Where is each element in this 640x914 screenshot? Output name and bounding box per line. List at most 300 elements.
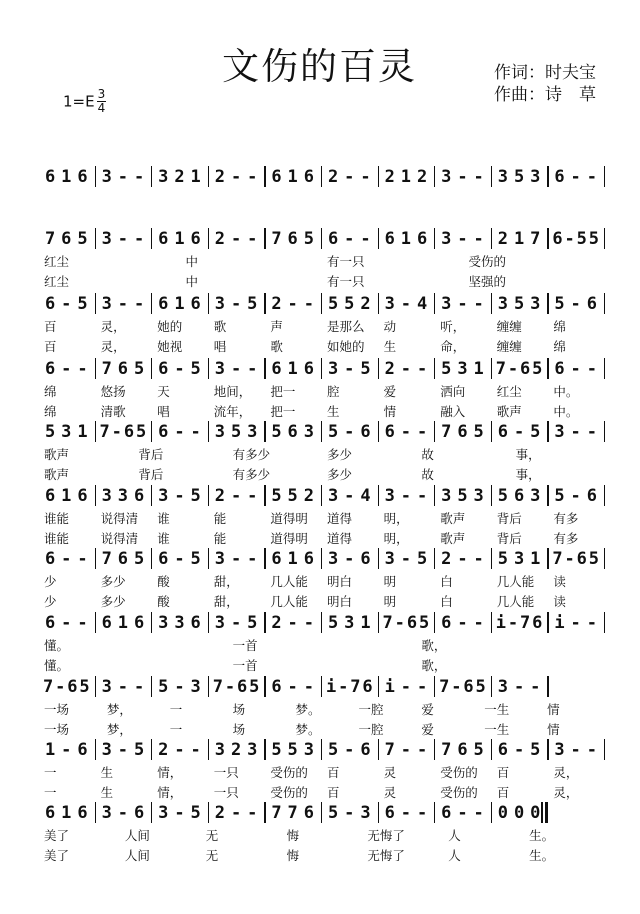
barline (434, 228, 435, 249)
lyric-word: 美了 (44, 848, 70, 863)
note: 5 (44, 422, 56, 442)
note: 2 (497, 229, 509, 249)
note: 2 (214, 486, 226, 506)
note: 6 (303, 549, 314, 569)
barline (321, 228, 322, 249)
note: 3 (174, 613, 185, 633)
lyric-word: 明， (383, 531, 409, 546)
note: 6 (457, 740, 468, 760)
barline (604, 612, 605, 633)
lyric-word: 如她的 (327, 339, 365, 354)
note: - (117, 677, 128, 697)
lyric-word: 生 (100, 765, 114, 780)
note: 2 (441, 549, 452, 569)
lyric-word: 人 (448, 828, 461, 843)
measure (325, 418, 374, 444)
barline (208, 166, 209, 187)
measure (382, 418, 431, 444)
note: 5 (303, 229, 314, 249)
measure (495, 736, 544, 762)
measure (495, 545, 544, 571)
lyric-word: 一首 (232, 638, 258, 653)
note: 3 (497, 167, 509, 187)
note: - (287, 294, 298, 314)
note: 3 (61, 422, 72, 442)
lyric-word: 悔 (286, 828, 300, 843)
note: 5 (230, 422, 242, 442)
note: - (570, 422, 581, 442)
note: 1 (287, 359, 298, 379)
note: 6 (586, 294, 597, 314)
note: - (344, 803, 355, 823)
note: - (77, 549, 88, 569)
note: 6 (287, 422, 298, 442)
note: 6 (123, 422, 135, 442)
barline (604, 228, 605, 249)
note: 5 (344, 294, 355, 314)
measure (438, 290, 487, 316)
barline (151, 228, 152, 249)
lyric-word: 坚强的 (468, 274, 507, 289)
lyric-word: 能 (213, 531, 227, 546)
lyric-word: 缠缠 (496, 339, 522, 354)
barline (264, 548, 265, 569)
note: 6 (457, 422, 468, 442)
note: 6 (360, 422, 371, 442)
lyric-word: 情 (547, 702, 560, 717)
lyric-word: 美了 (44, 828, 70, 843)
measure (551, 609, 600, 635)
barline (95, 228, 96, 249)
measure (325, 482, 374, 508)
note: - (61, 359, 72, 379)
note: i (554, 613, 565, 633)
note: 7 (101, 359, 112, 379)
note: - (564, 229, 575, 249)
note: 3 (214, 549, 226, 569)
lyric-word: 歌， (421, 658, 447, 673)
lyric-word: 酸 (157, 594, 170, 609)
score-system (38, 225, 604, 251)
note: 5 (133, 740, 145, 760)
note: 3 (158, 803, 169, 823)
note: 5 (513, 167, 525, 187)
barline (434, 739, 435, 760)
note: 1 (360, 613, 371, 633)
note: - (507, 359, 519, 379)
lyric-word: 梦， (106, 722, 132, 737)
note: 6 (303, 359, 314, 379)
note: - (117, 740, 128, 760)
lyric-word: 听， (440, 319, 466, 334)
lyric-word: 有一只 (327, 254, 365, 269)
barline (208, 485, 209, 506)
lyric-word: 灵， (100, 339, 126, 354)
barline (378, 228, 379, 249)
barline (434, 548, 435, 569)
lyric-word: 道得明 (270, 531, 308, 546)
barline (378, 421, 379, 442)
score-system (38, 290, 604, 316)
measure (268, 482, 317, 508)
lyric-word: 一 (169, 722, 183, 737)
note: 7 (441, 740, 452, 760)
lyric-word: 一首 (232, 658, 258, 673)
lyric-word: 谁 (157, 511, 170, 526)
lyric-word: 明 (383, 594, 397, 609)
barline (321, 548, 322, 569)
note: 7 (552, 549, 563, 569)
measure (42, 799, 91, 825)
measure (438, 673, 487, 699)
barline (95, 421, 96, 442)
lyric-word: 一 (44, 765, 57, 780)
lyric-word: 背后 (496, 511, 522, 526)
note: 6 (77, 740, 88, 760)
measure (155, 355, 204, 381)
note: 6 (441, 803, 452, 823)
note: 3 (497, 677, 509, 697)
note: - (473, 613, 484, 633)
note: 4 (416, 294, 428, 314)
note: 5 (513, 294, 525, 314)
lyric-word: 道得 (327, 531, 353, 546)
note: - (230, 803, 242, 823)
note: 5 (475, 677, 486, 697)
barline (151, 676, 152, 697)
lyric-word: 事， (515, 467, 541, 482)
note: 3 (101, 229, 112, 249)
note: 3 (554, 740, 565, 760)
lyric-word: 流年， (213, 404, 252, 419)
lyric-word: 歌， (421, 638, 447, 653)
measure (325, 545, 374, 571)
note: - (230, 167, 242, 187)
measure (99, 545, 148, 571)
measure (325, 736, 374, 762)
lyric-word: 明， (383, 511, 409, 526)
barline (264, 612, 265, 633)
note: 3 (214, 359, 226, 379)
note: 3 (101, 803, 112, 823)
note: 5 (271, 740, 282, 760)
note: 1 (117, 613, 128, 633)
note: - (416, 422, 428, 442)
key-label: 1=E (63, 92, 95, 111)
note: 7 (520, 613, 531, 633)
lyricist-credit: 作词：时夫宝 (494, 63, 596, 83)
note: 5 (497, 549, 509, 569)
lyric-word: 场 (232, 702, 246, 717)
measure (155, 163, 204, 189)
lyric-word: 百 (496, 785, 510, 800)
lyric-word: 一场 (44, 702, 70, 717)
lyric-word: 明 (383, 574, 397, 589)
lyric-word: 情 (547, 722, 560, 737)
note: 6 (271, 359, 282, 379)
note: 6 (384, 422, 395, 442)
note: 5 (588, 229, 599, 249)
barline (264, 739, 265, 760)
score-system (38, 799, 604, 825)
note: 5 (271, 486, 282, 506)
barline (547, 358, 548, 379)
note: - (570, 167, 581, 187)
measure (99, 609, 148, 635)
lyric-line (38, 702, 604, 718)
lyric-word: 谁 (157, 531, 170, 546)
note: 7 (384, 740, 395, 760)
lyric-word: 悠扬 (100, 384, 126, 399)
note: 5 (190, 486, 201, 506)
barline (264, 358, 265, 379)
note: 5 (441, 359, 452, 379)
measure (212, 736, 261, 762)
note: 6 (406, 613, 418, 633)
note: 1 (174, 294, 185, 314)
note: 5 (327, 740, 339, 760)
note: 1 (473, 359, 484, 379)
note: 5 (530, 740, 541, 760)
barline (547, 548, 548, 569)
note: - (303, 677, 314, 697)
score-system (38, 545, 604, 571)
note: 3 (247, 422, 258, 442)
note: - (400, 486, 411, 506)
measure (382, 799, 431, 825)
measure (325, 163, 374, 189)
note: 5 (530, 422, 541, 442)
barline (208, 228, 209, 249)
note: 5 (457, 486, 468, 506)
measure (382, 482, 431, 508)
barline (604, 166, 605, 187)
note: 3 (530, 486, 541, 506)
note: 2 (360, 294, 371, 314)
barline (547, 166, 548, 187)
note: 5 (247, 613, 258, 633)
lyric-word: 无悔了 (367, 848, 405, 863)
measure (99, 482, 148, 508)
barline (321, 676, 322, 697)
note: 6 (44, 549, 56, 569)
composer-credit: 作曲：诗 草 (494, 85, 596, 105)
note: 3 (384, 549, 395, 569)
note: 6 (360, 549, 371, 569)
note: - (224, 677, 236, 697)
barline (434, 676, 435, 697)
note: - (400, 740, 411, 760)
note: - (473, 167, 484, 187)
note: - (247, 549, 258, 569)
measure (42, 163, 91, 189)
note: - (400, 422, 411, 442)
lyric-word: 白 (440, 574, 453, 589)
lyric-line (38, 467, 604, 483)
note: 7 (101, 549, 112, 569)
measure (155, 482, 204, 508)
measure (438, 609, 487, 635)
measure (268, 673, 317, 699)
barline (604, 739, 605, 760)
lyric-word: 背后 (138, 447, 164, 462)
barline (321, 293, 322, 314)
note: 5 (271, 422, 282, 442)
note: 6 (44, 294, 56, 314)
note: - (457, 803, 468, 823)
note: 5 (532, 359, 543, 379)
note: - (400, 677, 411, 697)
barline (378, 166, 379, 187)
note: - (416, 740, 428, 760)
lyric-word: 灵 (383, 785, 397, 800)
lyric-word: 绵 (553, 339, 566, 354)
note: 5 (554, 294, 565, 314)
lyric-word: 生 (100, 785, 114, 800)
barline (547, 485, 548, 506)
lyric-word: 百 (44, 319, 57, 334)
score-system (38, 418, 604, 444)
barline (491, 485, 492, 506)
lyric-word: 一只 (213, 785, 239, 800)
lyric-word: 梦。 (295, 722, 321, 737)
note: - (344, 740, 355, 760)
barline (95, 166, 96, 187)
barline (95, 293, 96, 314)
barline (378, 802, 379, 823)
note: 3 (327, 359, 339, 379)
lyric-word: 谁能 (44, 511, 70, 526)
note: 3 (360, 803, 371, 823)
lyric-word: 灵， (100, 319, 126, 334)
lyric-word: 中。 (553, 384, 579, 399)
measure (268, 163, 317, 189)
barline (208, 358, 209, 379)
barline (604, 358, 605, 379)
note: - (55, 677, 66, 697)
note: - (344, 422, 355, 442)
lyric-word: 灵， (553, 785, 579, 800)
measure (438, 482, 487, 508)
lyric-word: 爱 (383, 384, 397, 399)
note: 4 (360, 486, 371, 506)
measure (438, 736, 487, 762)
measure (268, 609, 317, 635)
lyric-word: 洒向 (440, 384, 466, 399)
note: 3 (190, 677, 201, 697)
barline (604, 421, 605, 442)
note: 7 (212, 677, 223, 697)
lyric-word: 甜， (213, 574, 239, 589)
barline (434, 166, 435, 187)
barline (95, 802, 96, 823)
lyric-word: 多少 (100, 594, 126, 609)
lyric-word: 酸 (157, 574, 170, 589)
measure (212, 418, 261, 444)
note: 5 (77, 294, 88, 314)
measure (382, 673, 431, 699)
note: 7 (441, 422, 452, 442)
note: 1 (61, 803, 72, 823)
lyric-word: 背后 (138, 467, 164, 482)
note: - (174, 359, 185, 379)
note: 3 (101, 677, 112, 697)
song-title: 文伤的百灵 (222, 45, 417, 88)
measure (382, 545, 431, 571)
note: 6 (271, 167, 282, 187)
lyric-word: 中。 (553, 404, 579, 419)
measure (438, 163, 487, 189)
lyric-word: 受伤的 (440, 785, 478, 800)
lyric-word: 爱 (421, 722, 434, 737)
barline (545, 802, 548, 823)
note: - (473, 294, 484, 314)
measure (495, 163, 544, 189)
barline (264, 293, 265, 314)
note: - (344, 229, 355, 249)
note: 5 (190, 359, 201, 379)
lyric-word: 故 (421, 447, 434, 462)
note: 2 (271, 294, 282, 314)
note: 6 (576, 549, 587, 569)
note: - (303, 613, 314, 633)
measure (551, 736, 600, 762)
lyric-word: 懂。 (44, 638, 70, 653)
note: 7 (42, 677, 54, 697)
note: 6 (441, 613, 452, 633)
time-signature-top: 3 (97, 87, 106, 101)
measure (99, 163, 148, 189)
measure (99, 673, 148, 699)
lyric-word: 明白 (327, 594, 353, 609)
note: 5 (497, 486, 509, 506)
barline (95, 485, 96, 506)
lyric-word: 地间， (213, 384, 252, 399)
note: 3 (214, 740, 226, 760)
lyric-word: 读 (553, 574, 566, 589)
note: 5 (418, 613, 430, 633)
note: 6 (520, 359, 531, 379)
lyric-word: 灵 (383, 765, 397, 780)
note: - (230, 294, 242, 314)
measure (42, 225, 91, 251)
measure (268, 545, 317, 571)
note: 2 (416, 167, 428, 187)
note: 3 (497, 294, 509, 314)
barline (264, 421, 265, 442)
barline (491, 421, 492, 442)
barline (321, 802, 322, 823)
note: 7 (439, 677, 450, 697)
note: - (190, 422, 201, 442)
note: 0 (530, 803, 541, 823)
note: - (586, 613, 597, 633)
lyric-line (38, 511, 604, 527)
lyric-word: 无悔了 (367, 828, 405, 843)
note: - (416, 359, 428, 379)
measure (495, 355, 544, 381)
note: - (133, 229, 145, 249)
barline (208, 612, 209, 633)
note: 2 (384, 167, 395, 187)
score-system (38, 736, 604, 762)
measure (99, 736, 148, 762)
barline (95, 739, 96, 760)
note: 3 (327, 486, 339, 506)
note: 7 (530, 229, 541, 249)
note: - (530, 677, 541, 697)
lyric-word: 道得明 (270, 511, 308, 526)
